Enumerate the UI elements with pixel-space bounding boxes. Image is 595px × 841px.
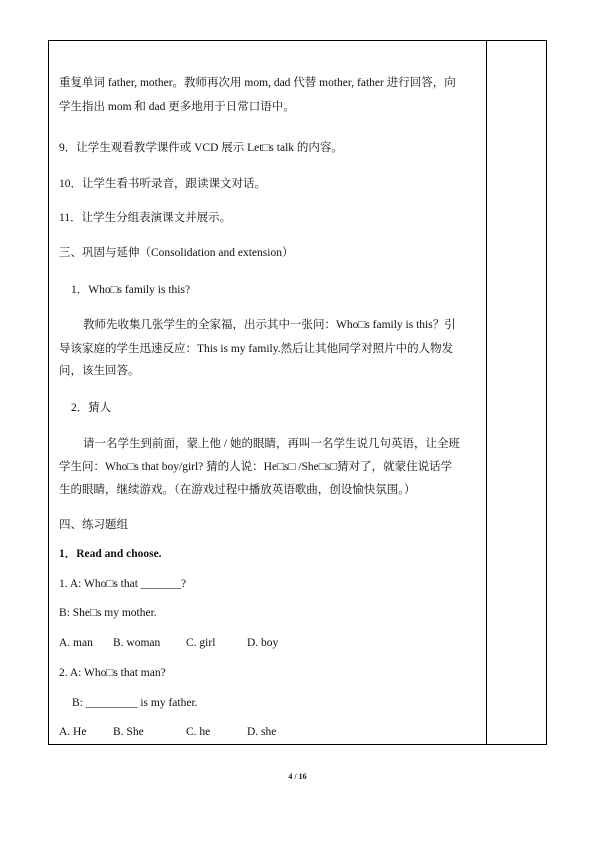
question-line: 1. A: Who□s that _______?	[59, 578, 187, 590]
text-line: 11．让学生分组表演课文并展示。	[59, 212, 232, 224]
exercise-heading: 1．Read and choose.	[59, 548, 162, 560]
text-line: 重复单词 father, mother。教师再次用 mom, dad 代替 mother, father 进行回答，向	[59, 77, 456, 89]
text-line: 学生问：Who□s that boy/girl? 猜的人说：He□s□ /She□s□猜对了，就蒙住说话学	[59, 461, 453, 473]
column-divider	[486, 41, 487, 744]
text-line: 导该家庭的学生迅速反应：This is my family.然后让其他同学对照片中的人物发	[59, 343, 454, 355]
sub-heading: 2．猜人	[71, 402, 112, 414]
text-line: 问，该生回答。	[59, 365, 140, 377]
answer-line: B: She□s my mother.	[59, 607, 157, 619]
option-a: A. man	[59, 637, 93, 649]
text-line: 请一名学生到前面，蒙上他 / 她的眼睛，再叫一名学生说几句英语，让全班	[83, 438, 460, 450]
text-line: 10．让学生看书听录音，跟读课文对话。	[59, 178, 266, 190]
question-line: 2. A: Who□s that man?	[59, 667, 166, 679]
text-line: 教师先收集几张学生的全家福，出示其中一张问：Who□s family is this？引	[83, 319, 456, 331]
answer-line: B: _________ is my father.	[72, 697, 198, 709]
text-line: 9．让学生观看教学课件或 VCD 展示 Let□s talk 的内容。	[59, 142, 343, 154]
option-c: C. girl	[186, 637, 216, 649]
option-b: B. woman	[113, 637, 161, 649]
text-line: 生的眼睛，继续游戏。（在游戏过程中播放英语歌曲，创设愉快氛围。）	[59, 484, 416, 496]
section-heading: 四、练习题组	[59, 519, 128, 531]
lesson-table	[48, 40, 547, 745]
sub-heading: 1．Who□s family is this?	[71, 284, 191, 296]
option-d: D. boy	[247, 637, 279, 649]
option-a: A. He	[59, 726, 87, 738]
option-d: D. she	[247, 726, 277, 738]
option-c: C. he	[186, 726, 211, 738]
page-number: 4 / 16	[288, 772, 307, 781]
option-b: B. She	[113, 726, 144, 738]
text-line: 学生指出 mom 和 dad 更多地用于日常口语中。	[59, 101, 295, 113]
section-heading: 三、巩固与延伸（Consolidation and extension）	[59, 247, 294, 259]
